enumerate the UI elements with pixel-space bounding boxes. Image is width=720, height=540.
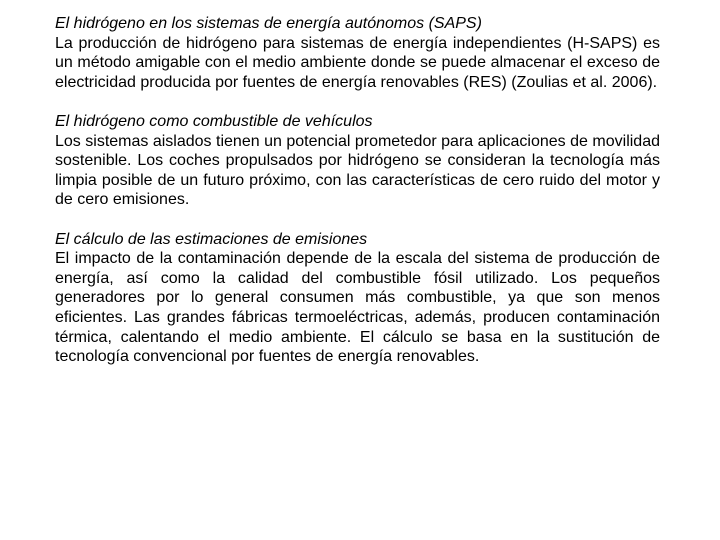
section-title: El hidrógeno en los sistemas de energía autónomos (SAPS) (55, 15, 482, 32)
document-page (55, 14, 660, 386)
section-emission-estimates (55, 230, 660, 367)
section-saps (55, 14, 660, 92)
section-paragraph: Los sistemas aislados tienen un potencial prometedor para aplicaciones de movilidad sostenible. Los coches propulsados por hidrógeno se consideran la tecnología más limpia posible de un futuro próximo, con las características de cero ruido del motor y de cero emisiones. (55, 132, 660, 209)
section-paragraph: La producción de hidrógeno para sistemas de energía independientes (H-SAPS) es un método amigable con el medio ambiente donde se puede almacenar el exceso de electricidad producida por fuentes de energía renovables (RES) (Zoulias et al. 2006). (55, 34, 660, 91)
section-title: El hidrógeno como combustible de vehículos (55, 112, 373, 130)
section-vehicle-fuel (55, 112, 660, 210)
section-title: El cálculo de las estimaciones de emisiones (55, 230, 368, 248)
section-paragraph: El impacto de la contaminación depende de la escala del sistema de producción de energía, así como la calidad del combustible fósil utilizado. Los pequeños generadores por lo general consumen más combustible, ya que son menos eficientes. Las grandes fábricas termoeléctricas, además, producen contaminación térmica, calentando el medio ambiente. El cálculo se basa en la sustitución de tecnología convencional por fuentes de energía renovables. (55, 250, 660, 366)
